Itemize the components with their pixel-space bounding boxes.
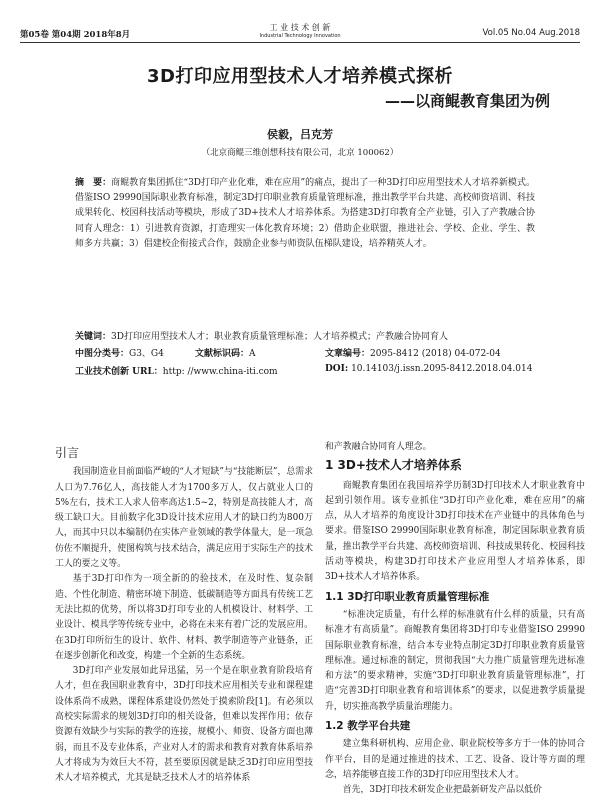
keywords-text: 3D打印应用型技术人才；职业教育质量管理标准；人才培养模式；产教融合协同育人 bbox=[111, 332, 448, 342]
section-1-2-paragraph: 建立集科研机构、应用企业、职业院校等多方于一体的协同合作平台，目的是通过推进的技术、工艺、设备、设计等方面的理念，培养能够直接工作的3D打印应用型技术人才。 bbox=[325, 739, 585, 780]
keywords-label: 关键词： bbox=[75, 332, 112, 342]
section-1-2-heading: 1.2 教学平台共建 bbox=[325, 720, 411, 733]
section-1-1-heading: 1.1 3D打印职业教育质量管理标准 bbox=[325, 590, 490, 603]
doi-label: DOI: bbox=[325, 364, 349, 374]
intro-paragraph-3: 3D打印产业发展如此异迅猛，另一个是在职业教育阶段培育人才，但在我国职业教育中，3D打印技术应用相关专业和课程建设体系尚不成熟，课程体系建设仍然处于摸索阶段[1]。有必须以高校实际需求的规划3D打印的相关设备，但难以发挥作用；依存资源有效缺少与实际的教学的连接，规模小、师资、设备方面也薄弱，而且不及专业体系，产业对人才的需求和教育对教育体系培养人才将成为为效巨大不符，甚至要原因就是缺乏3D打印应用型技术人才培养模式，尤其是缺乏技术人才的培养体系 bbox=[55, 666, 313, 784]
classification-row bbox=[75, 346, 535, 360]
left-column bbox=[55, 444, 313, 787]
section-1-paragraph: 商鲲教育集团在我国培养学历制3D打印技术人才职业教育中起到引领作用。该专业抓住“3D打印产业化难，难在应用”的痛点，从人才培养的角度设计3D打印技术在产业链中的具体角色与要求。借鉴ISO 29990国际职业教育标准，制定国际职业教育质量，推出教学平台共建、高校师资培训、科技成果转化、校园科技活动等模块，构建3D打印技术产业应用型人才培养体系，即3D+技术人才培养体系。 bbox=[325, 480, 585, 583]
section-1-1-paragraph: “标准决定质量，有什么样的标准就有什么样的质量，只有高标准才有高质量”。商鲲教育集团将3D打印专业借鉴ISO 29990国际职业教育标准，结合本专业特点制定3D打印职业教育质量管理标准。通过标准的制定，贯彻我国“大力推广质量管理先进标准和方法”的要求精神，实施“3D打印职业教育质量管理标准”，打造“完善3D打印职业教育和培训体系”的要求，以促进教学质量提升，切实推高教学质量治理能力。 bbox=[325, 609, 585, 712]
intro-continued: 和产教融合协同育人理念。 bbox=[325, 442, 432, 452]
url-label: 工业技术创新 URL： bbox=[75, 367, 163, 377]
keywords bbox=[75, 329, 535, 342]
intro-paragraph-2: 基于3D打印作为一项全新的的验技术，在及时性、复杂制造、个性化制造、精密环境下制造、低碳制造等方面具有传统工艺无法比拟的优势，所以将3D打印专业的人机模设计、材料学、工业设计、模具学等传统专业中，必将在未来有着广泛的发展应用。在3D打印所衍生的设计、软件、材料、教学制造等产业链条，正在逐步创新化和改变，构建一个全新的生态系统。 bbox=[55, 574, 313, 661]
section-1-heading: 1 3D+技术人才培养体系 bbox=[325, 458, 462, 473]
header-rule bbox=[20, 42, 580, 43]
header-volume-en: Vol.05 No.04 Aug.2018 bbox=[482, 28, 580, 38]
section-1-2-last-line: 首先，3D打印技术研发企业把最新研发产品以低价 bbox=[342, 785, 542, 796]
abstract-text: 商鲲教育集团抓住“3D打印产业化难，难在应用”的痛点，提出了一种3D打印应用型技术人才培养新模式。借鉴ISO 29990国际职业教育标准，制定3D打印职业教育质量管理标准，推出教学平台共建、高校师资培训、科技成果转化、校园科技活动等模块，形成了3D+技术人才培养体系。为搭建3D打印教育全产业链，引入了产教融合协同育人理念：1）引进教育资源，打造理实一体化教育环境；2）借助企业联盟，推进社会、学校、企业、学生、教师多方共赢；3）倡建校企衔接式合作，鼓励企业参与师资队伍梯队建设，培养精英人才。 bbox=[75, 178, 535, 249]
header-volume: 第05卷 第04期 2018年8月 bbox=[20, 30, 131, 40]
abstract-label: 摘 要： bbox=[75, 178, 112, 188]
article-no-label: 文章编号： bbox=[325, 349, 371, 359]
url-doi-row bbox=[75, 364, 535, 378]
article-no-value: 2095-8412 (2018) 04-072-04 bbox=[370, 349, 501, 359]
affiliation: （北京商鲲三维创想科技有限公司，北京 100062） bbox=[201, 148, 399, 158]
running-header bbox=[20, 23, 580, 42]
abstract bbox=[75, 176, 535, 252]
url-value[interactable]: http: //www.china-iti.com bbox=[162, 367, 278, 377]
journal-name-cn: 工 业 技 术 创 新 bbox=[269, 23, 331, 32]
journal-name-en: Industrial Technology Innovation bbox=[259, 33, 341, 39]
clc-label: 中图分类号： bbox=[75, 349, 130, 359]
paper-subtitle: ——以商鲲教育集团为例 bbox=[384, 92, 550, 110]
right-column bbox=[325, 440, 585, 799]
doi-value[interactable]: 10.14103/j.issn.2095-8412.2018.04.014 bbox=[351, 364, 533, 374]
doc-code-label: 文献标识码： bbox=[195, 349, 250, 359]
clc-value: G3、G4 bbox=[129, 349, 164, 359]
doc-code-value: A bbox=[249, 349, 256, 359]
intro-paragraph-1: 我国制造业目前面临严峻的“人才短缺”与“技能断层”，总需求人口为7.76亿人，高技能人才为1700多万人，仅占就业人口的5%左右，技术工人求人倍率高达1.5~2，特别是高技能人才，高级工缺口大。目前数字化3D设计技术应用人才的缺口约为800万人，而其中只以本编制仍在实体产业领域的教学体量大，是一项急仿佐不顺提升，使图构筑与技术结合，满足应用于实际生产的技术工人的要之义等。 bbox=[55, 467, 313, 570]
paper-title: 3D打印应用型技术人才培养模式探析 bbox=[147, 66, 453, 87]
intro-heading: 引言 bbox=[55, 446, 80, 460]
authors: 侯毅，吕克芳 bbox=[267, 128, 333, 141]
